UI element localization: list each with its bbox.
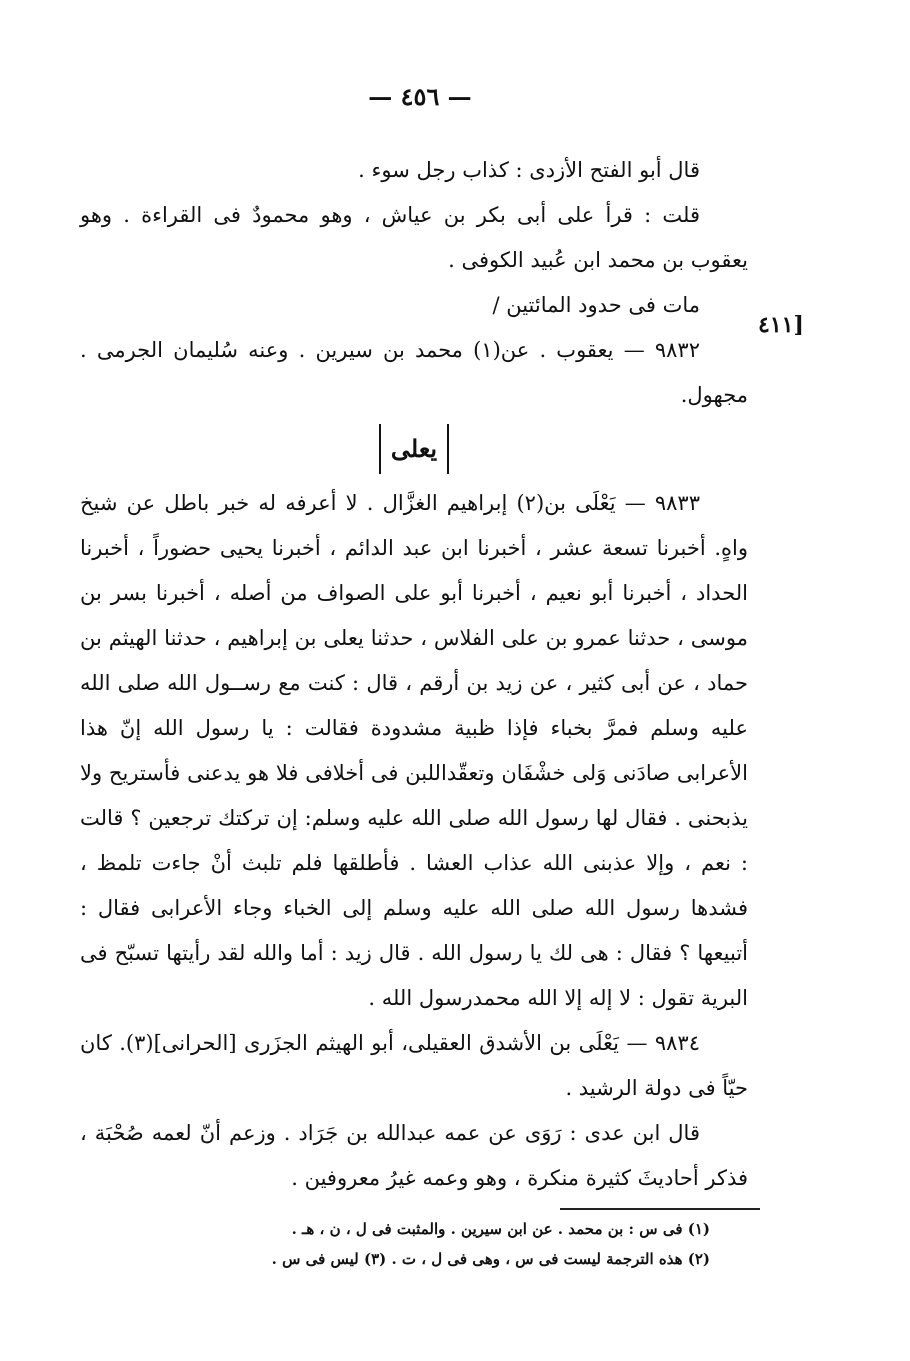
paragraph-death-date: مات فى حدود المائتين / xyxy=(492,293,700,317)
entry-9833: ٩٨٣٣ — يَعْلَى بن(٢) إبراهيم الغزَّال . لا أعرفه له خبر باطل عن شيخ واهٍ. أخبرنا تسعة عشر ، أخبرنا ابن عبد الدائم ، أخبرنا يحيى حضوراً ، أخبرنا الحداد ، أخبرنا أبو نعيم ، أخبرنا أبو على الصواف من أصله ، أخبرنا بسر بن موسى ، حدثنا عمرو بن على الفلاس ، حدثنا يعلى بن إبراهيم ، حدثنا الهيثم بن حماد ، عن أبى كثير ، عن زيد بن أرقم ، قال : كنت مع رســول الله صلى الله عليه وسلم فمرَّ بخباء فإذا ظبية مشدودة فقالت : يا رسول الله إنّ هذا الأعرابى صادَنى وَلى خشْفَان وتعقّداللبن فى أخلافى فلا هو يدعنى فأستريح ولا يذبحنى . فقال لها رسول الله صلى الله عليه وسلم: إن تركتك ترجعين ؟ قالت : نعم ، وإلا عذبنى الله عذاب العشا . فأطلقها فلم تلبث أنْ جاءت تلمظ ، فشدها رسول الله صلى الله عليه وسلم إلى الخباء وجاء الأعرابى فقال : أتبيعها ؟ فقال : هى لك يا رسول الله . قال زيد : أما والله لقد رأيتها تسبّح فى البرية تقول : لا إله إلا الله محمدرسول الله . xyxy=(80,491,748,1010)
footnote-2-3: (٢) هذه الترجمة ليست فى س ، وهى فى ل ، ت . (٣) ليس فى س . xyxy=(271,1250,710,1268)
entry-9834: ٩٨٣٤ — يَعْلَى بن الأشدق العقيلى، أبو الهيثم الجزَرى [الحرانى](٣). كان حيّاً فى دولة الرشيد . xyxy=(80,1031,748,1100)
section-heading xyxy=(80,424,748,475)
margin-reference: [٤١١ xyxy=(758,312,804,338)
page-number: — ٤٥٦ — xyxy=(368,82,472,111)
paragraph-qultu: قلت : قرأ على أبى بكر بن عياش ، وهو محمودٌ فى القراءة . وهو يعقوب بن محمد ابن عُبيد الكوفى . xyxy=(80,203,748,272)
footnote-divider xyxy=(560,1208,760,1210)
paragraph-azdi-quote: قال أبو الفتح الأزدى : كذاب رجل سوء . xyxy=(358,158,700,182)
entry-9832: ٩٨٣٢ — يعقوب . عن(١) محمد بن سيرين . وعنه سُليمان الجرمى . مجهول. xyxy=(80,338,748,407)
main-text xyxy=(80,148,748,1201)
footnotes xyxy=(150,1214,710,1274)
paragraph-ibn-adi: قال ابن عدى : رَوَى عن عمه عبدالله بن جَرَاد . وزعم أنّ لعمه صُحْبَة ، فذكر أحاديثَ كثيرة منكرة ، وهو وعمه غيرُ معروفين . xyxy=(80,1121,748,1190)
footnote-1: (١) فى س : بن محمد . عن ابن سيرين . والمثبت فى ل ، ن ، هـ . xyxy=(291,1220,710,1238)
section-heading-label: يعلى xyxy=(379,424,449,474)
